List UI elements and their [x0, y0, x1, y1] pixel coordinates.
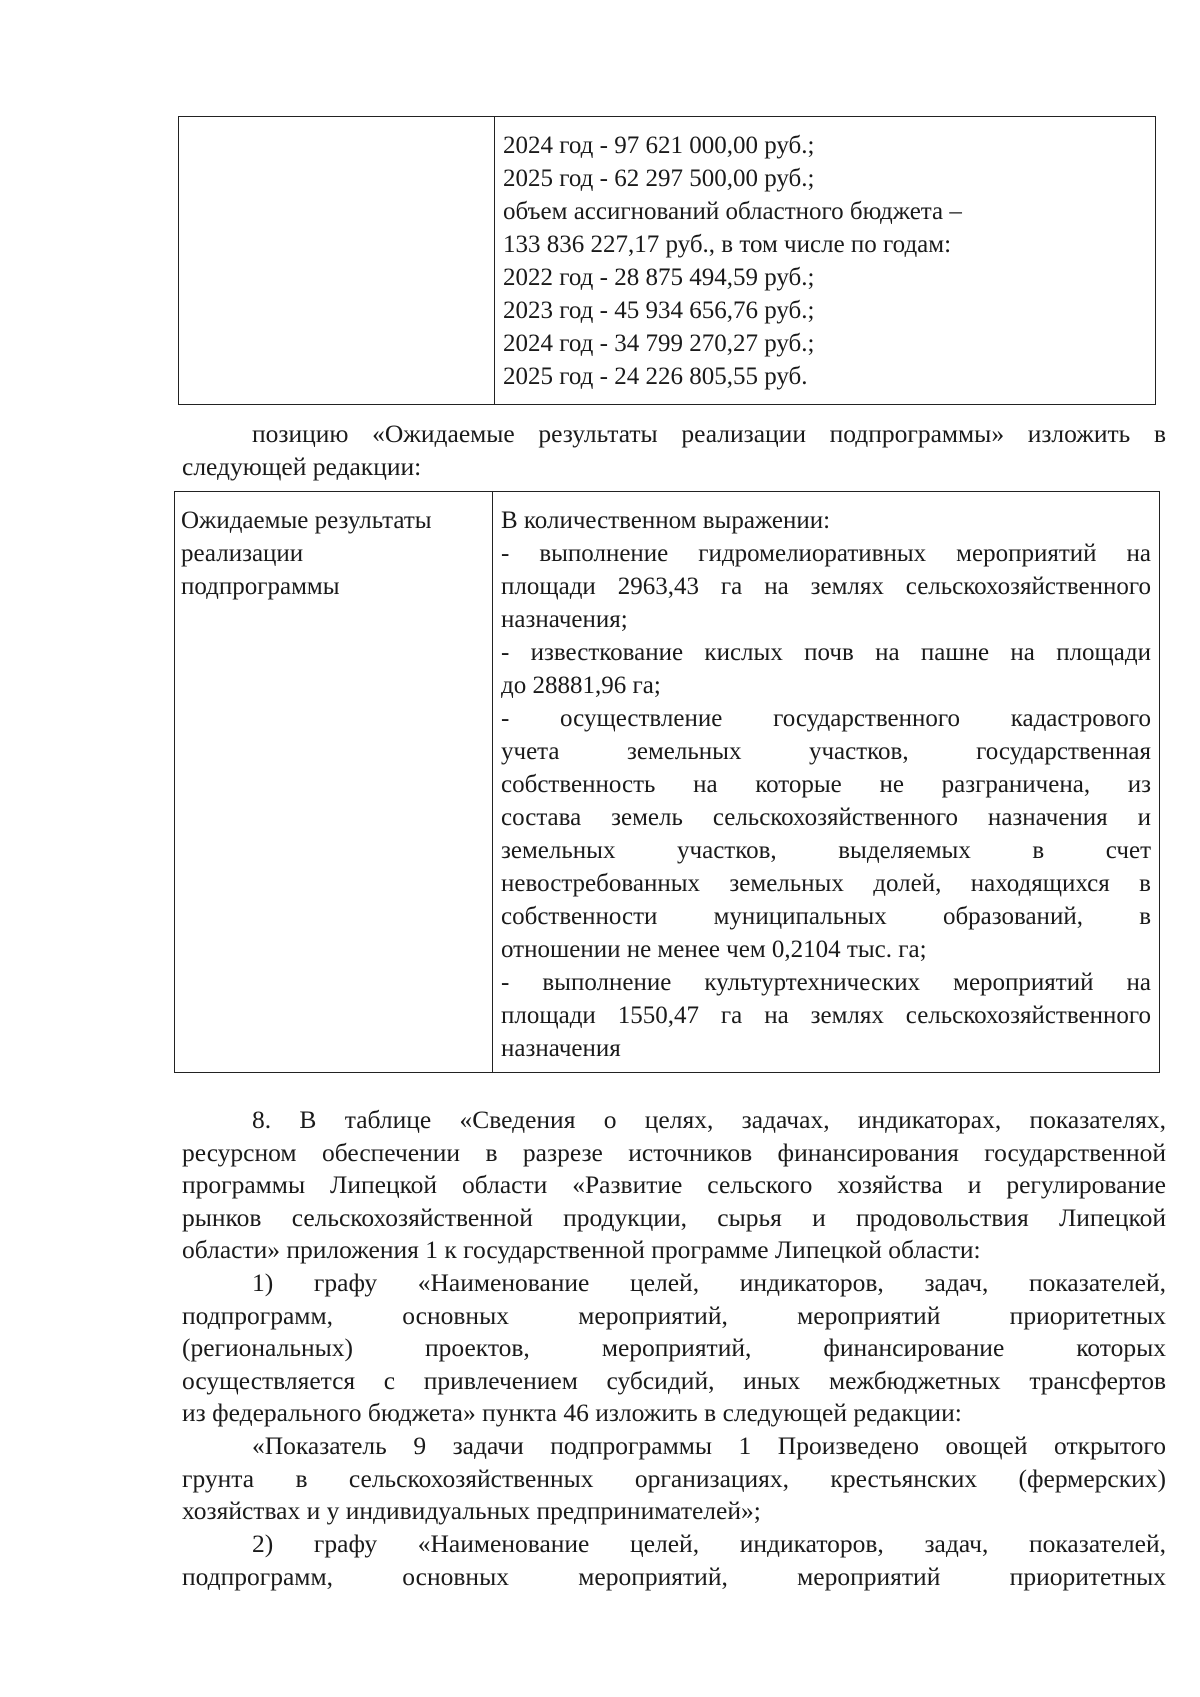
label-line: подпрограммы — [181, 573, 340, 600]
indicator-quote-paragraph — [182, 1430, 1166, 1528]
paragraph-line: следующей редакции: — [182, 451, 422, 481]
paragraph-line: позицию «Ожидаемые результаты реализации подпрограммы» изложить в — [252, 419, 1166, 448]
paragraph-line: 8. В таблице «Сведения о целях, задачах, индикаторах, показателях, — [252, 1105, 1166, 1134]
result-line: собственности муниципальных образований, в — [501, 903, 1151, 930]
paragraph-line: хозяйствах и у индивидуальных предпринимателей»; — [182, 1496, 761, 1526]
funding-line: 133 836 227,17 руб., в том числе по годам: — [503, 231, 952, 258]
funding-line: 2022 год - 28 875 494,59 руб.; — [503, 264, 815, 291]
result-line: В количественном выражении: — [501, 507, 831, 534]
paragraph-line: грунта в сельскохозяйственных организациях, крестьянских (фермерских) — [182, 1463, 1166, 1493]
funding-table-left-cell — [179, 117, 495, 404]
result-line: учета земельных участков, государственная — [501, 738, 1151, 765]
funding-line: 2023 год - 45 934 656,76 руб.; — [503, 297, 815, 324]
funding-line: 2025 год - 24 226 805,55 руб. — [503, 363, 808, 390]
funding-line: 2024 год - 34 799 270,27 руб.; — [503, 330, 815, 357]
result-line: назначения; — [501, 606, 628, 633]
position-intro-paragraph — [182, 418, 1166, 483]
funding-line: 2024 год - 97 621 000,00 руб.; — [503, 132, 815, 159]
sub-item-1-paragraph — [182, 1267, 1166, 1430]
result-line: площади 2963,43 га на землях сельскохозяйственного — [501, 573, 1151, 600]
result-line: - выполнение гидромелиоративных мероприятий на — [501, 540, 1151, 567]
paragraph-line: программы Липецкой области «Развитие сельского хозяйства и регулирование — [182, 1170, 1166, 1200]
paragraph-line: подпрограмм, основных мероприятий, мероприятий приоритетных — [182, 1300, 1166, 1330]
result-line: состава земель сельскохозяйственного назначения и — [501, 804, 1151, 831]
expected-results-content-cell — [493, 492, 1159, 1072]
result-line: назначения — [501, 1035, 621, 1062]
paragraph-line: области» приложения 1 к государственной программе Липецкой области: — [182, 1235, 981, 1265]
label-line: Ожидаемые результаты — [181, 507, 432, 534]
funding-line: 2025 год - 62 297 500,00 руб.; — [503, 165, 815, 192]
funding-table — [178, 116, 1156, 405]
paragraph-line: (региональных) проектов, мероприятий, финансирование которых — [182, 1333, 1166, 1363]
funding-line: объем ассигнований областного бюджета – — [503, 198, 962, 225]
expected-results-label-cell — [175, 492, 493, 1072]
result-line: площади 1550,47 га на землях сельскохозяйственного — [501, 1002, 1151, 1029]
paragraph-line: рынков сельскохозяйственной продукции, сырья и продовольствия Липецкой — [182, 1202, 1166, 1232]
result-line: земельных участков, выделяемых в счет — [501, 837, 1151, 864]
item-8-paragraph — [182, 1104, 1166, 1267]
sub-item-2-paragraph — [182, 1528, 1166, 1593]
paragraph-line: осуществляется с привлечением субсидий, иных межбюджетных трансфертов — [182, 1365, 1166, 1395]
result-line: - известкование кислых почв на пашне на площади — [501, 639, 1151, 666]
result-line: отношении не менее чем 0,2104 тыс. га; — [501, 936, 927, 963]
label-line: реализации — [181, 540, 304, 567]
result-line: собственность на которые не разграничена, из — [501, 771, 1151, 798]
result-line: - выполнение культуртехнических мероприятий на — [501, 969, 1151, 996]
funding-table-right-cell — [495, 117, 1155, 404]
expected-results-table — [174, 491, 1160, 1073]
paragraph-line: 1) графу «Наименование целей, индикаторов, задач, показателей, — [252, 1268, 1166, 1297]
result-line: до 28881,96 га; — [501, 672, 661, 699]
paragraph-line: ресурсном обеспечении в разрезе источников финансирования государственной — [182, 1137, 1166, 1167]
result-line: невостребованных земельных долей, находящихся в — [501, 870, 1151, 897]
paragraph-line: подпрограмм, основных мероприятий, мероприятий приоритетных — [182, 1561, 1166, 1591]
paragraph-line: 2) графу «Наименование целей, индикаторов, задач, показателей, — [252, 1529, 1166, 1558]
paragraph-line: из федерального бюджета» пункта 46 изложить в следующей редакции: — [182, 1398, 962, 1428]
result-line: - осуществление государственного кадастрового — [501, 705, 1151, 732]
paragraph-line: «Показатель 9 задачи подпрограммы 1 Произведено овощей открытого — [252, 1431, 1166, 1460]
